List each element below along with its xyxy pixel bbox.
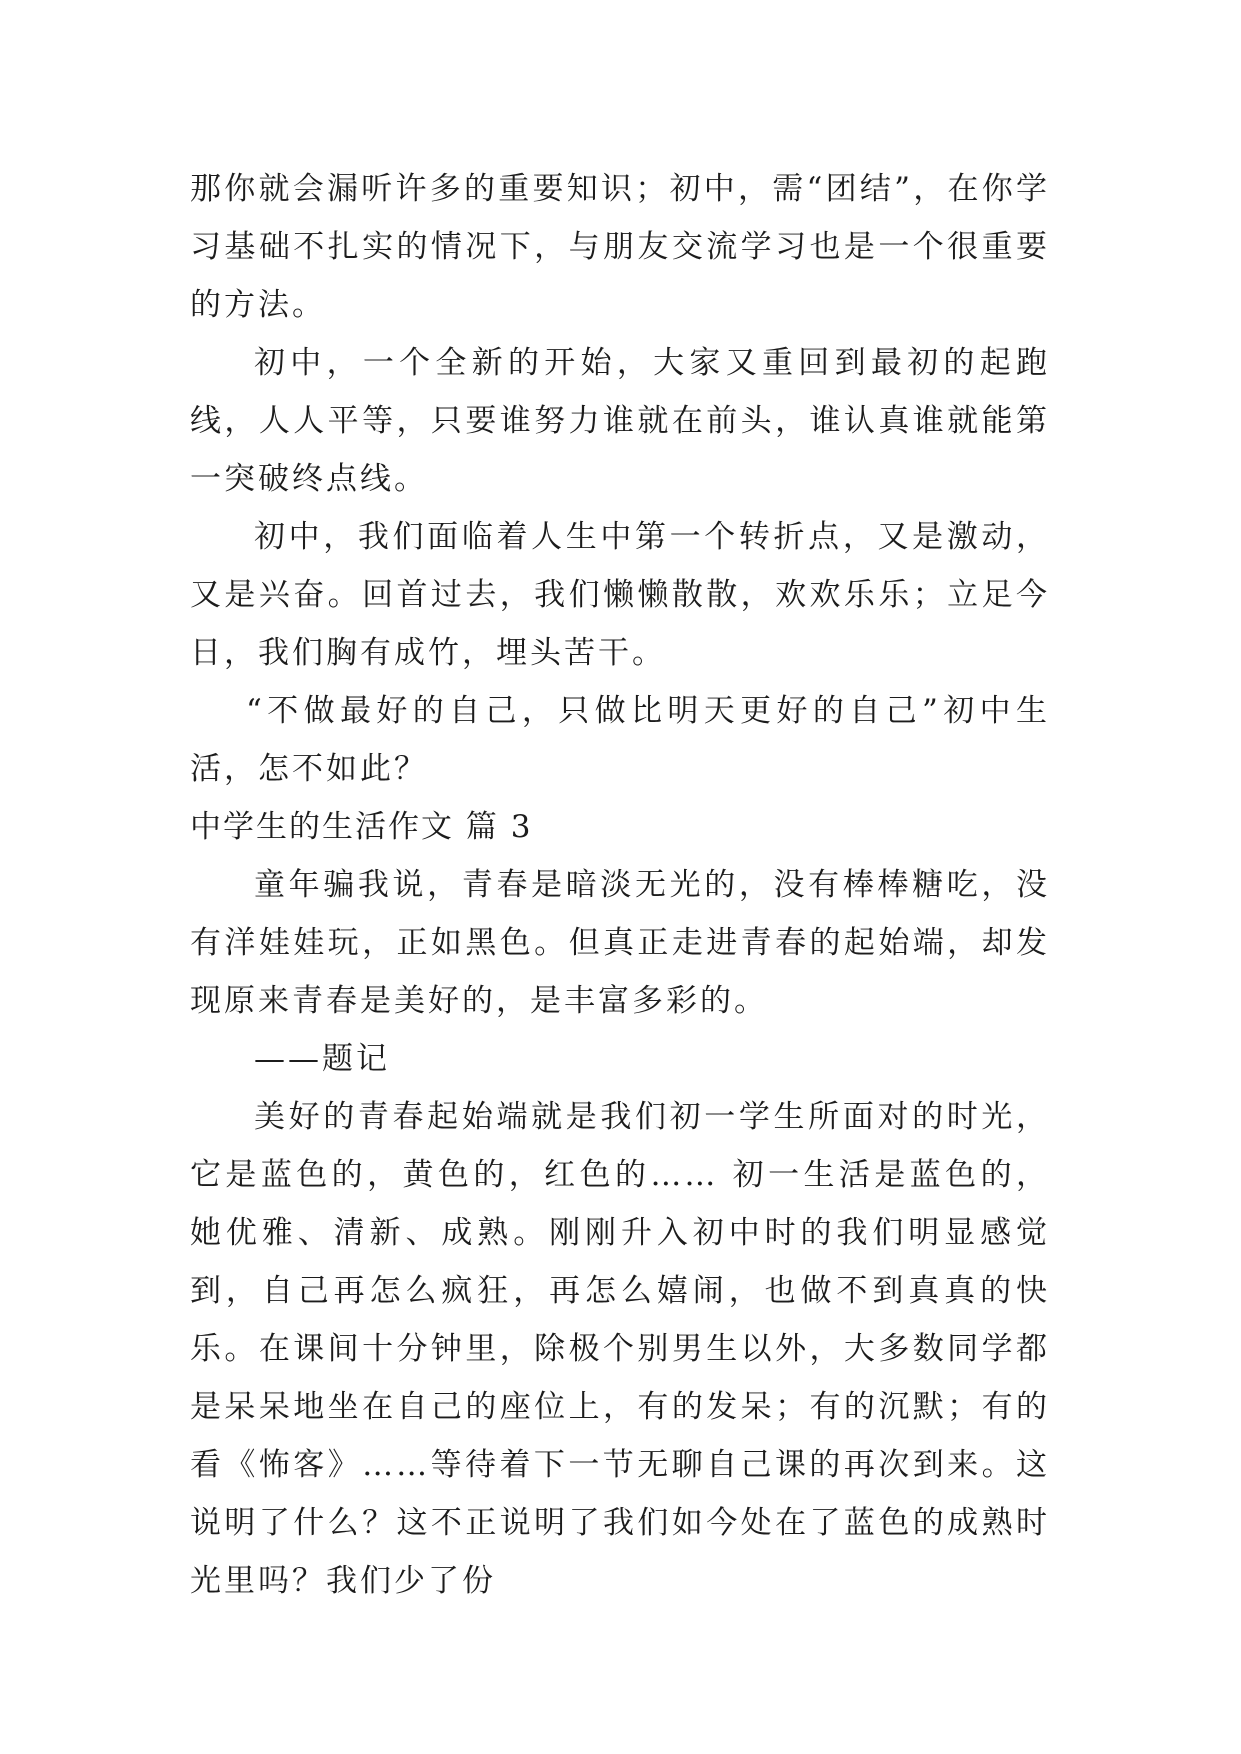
document-body: [190, 160, 1050, 1610]
section-heading: 中学生的生活作文 篇 3: [190, 809, 533, 845]
epigraph-attribution: ——题记: [254, 1041, 390, 1077]
paragraph: 童年骗我说，青春是暗淡无光的，没有棒棒糖吃，没有洋娃娃玩，正如黑色。但真正走进青春的起始端，却发现原来青春是美好的，是丰富多彩的。: [190, 867, 1050, 1019]
paragraph: 那你就会漏听许多的重要知识；初中，需“团结”，在你学习基础不扎实的情况下，与朋友交流学习也是一个很重要的方法。: [190, 171, 1050, 323]
paragraph: 美好的青春起始端就是我们初一学生所面对的时光，它是蓝色的，黄色的，红色的…… 初一生活是蓝色的，她优雅、清新、成熟。刚刚升入初中时的我们明显感觉到，自己再怎么疯狂，再怎么嬉闹，也做不到真真的快乐。在课间十分钟里，除极个别男生以外，大多数同学都是呆呆地坐在自己的座位上，有的发呆；有的沉默；有的看《怖客》……等待着下一节无聊自己课的再次到来。这说明了什么？这不正说明了我们如今处在了蓝色的成熟时光里吗？我们少了份: [190, 1099, 1050, 1599]
paragraph: 初中，我们面临着人生中第一个转折点，又是激动，又是兴奋。回首过去，我们懒懒散散，欢欢乐乐；立足今日，我们胸有成竹，埋头苦干。: [190, 519, 1050, 671]
paragraph: “不做最好的自己，只做比明天更好的自己”初中生活，怎不如此？: [190, 693, 1050, 787]
paragraph: 初中，一个全新的开始，大家又重回到最初的起跑线，人人平等，只要谁努力谁就在前头，谁认真谁就能第一突破终点线。: [190, 345, 1050, 497]
